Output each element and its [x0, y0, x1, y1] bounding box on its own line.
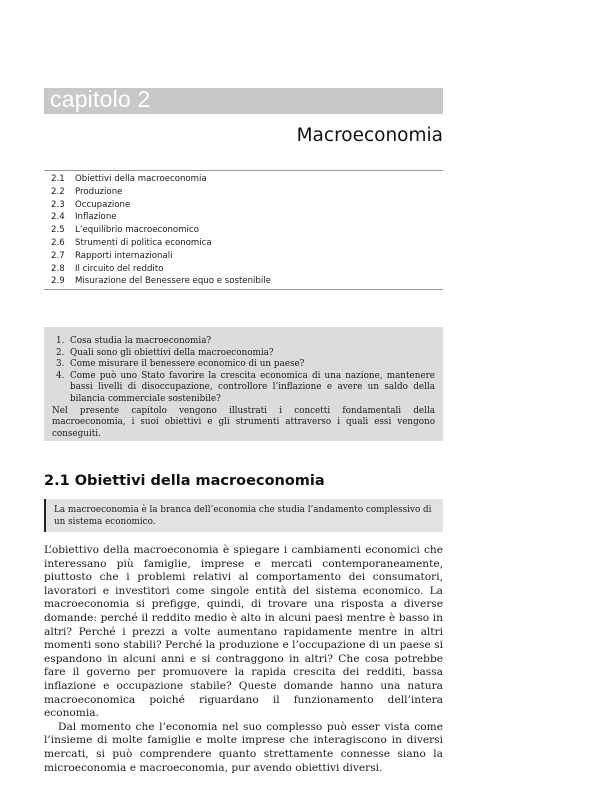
toc-item [51, 224, 441, 237]
toc-item [51, 186, 441, 199]
question-item [52, 359, 435, 371]
toc-item-number: 2.9 [51, 276, 65, 287]
toc-bottom-rule [44, 289, 443, 290]
toc-item [51, 250, 441, 263]
definition-box [44, 499, 443, 532]
toc-item-title: Inflazione [75, 212, 117, 223]
questions-list [52, 336, 435, 406]
toc-item-title: Rapporti internazionali [75, 250, 173, 261]
chapter-intro-text: Nel presente capitolo vengono illustrati i concetti fondamentali della macroeconomia, i suoi obiettivi e gli strumenti attraverso i quali essi vengono conseguiti. [52, 405, 435, 439]
toc-item-number: 2.1 [51, 174, 65, 184]
toc-item-title: Il circuito del reddito [75, 263, 164, 274]
chapter-questions-box [44, 327, 443, 441]
chapter-title: Macroeconomia [296, 125, 443, 146]
toc-item-title: Strumenti di politica economica [75, 237, 212, 248]
toc-item-title: Produzione [75, 186, 123, 197]
question-item [52, 371, 435, 406]
toc-item-number: 2.8 [51, 263, 65, 274]
toc-item-title: Obiettivi della macroeconomia [75, 174, 207, 184]
toc-item-title: Occupazione [75, 199, 131, 210]
section-heading: 2.1 Obiettivi della macroeconomia [44, 473, 325, 489]
definition-text: La macroeconomia è la branca dell’economia che studia l’andamento complessivo di un sistema economico. [54, 505, 432, 527]
chapter-contents [51, 173, 441, 288]
toc-item-number: 2.5 [51, 225, 65, 236]
question-number: 1. [56, 336, 65, 346]
question-number: 3. [56, 359, 65, 370]
toc-item-number: 2.3 [51, 199, 65, 210]
question-item [52, 348, 435, 360]
question-item [52, 336, 435, 348]
toc-item-number: 2.6 [51, 237, 65, 248]
toc-item-title: L’equilibrio macroeconomico [75, 225, 199, 236]
toc-item-number: 2.7 [51, 250, 65, 261]
toc-item [51, 173, 441, 186]
toc-item [51, 211, 441, 224]
question-number: 4. [56, 370, 65, 381]
toc-item [51, 263, 441, 276]
chapter-label: capitolo 2 [50, 86, 151, 112]
question-text: Come misurare il benessere economico di un paese? [70, 359, 305, 370]
body-paragraph: L’obiettivo della macroeconomia è spiegare i cambiamenti economici che interessano più famiglie, imprese e mercati contemporaneamente, piuttosto che i problemi relativi al comportamento dei consumatori, lavoratori e investitori come singole entità del sistema economico. La macroeconomia si prefigge, quindi, di trovare una risposta a diverse domande: perché il reddito medio è alto in alcuni paesi mentre è basso in altri? Perché i prezzi a volte aumentano rapidamente mentre in altri momenti sono stabili? Perché la produzione e l’occupazione di un paese si espandono in alcuni anni e si contraggono in altri? Che cosa potrebbe fare il governo per promuovere la rapida crescita dei redditi, bassa inflazione e occupazione stabile? Queste domande hanno una natura macroeconomica poiché riguardano il funzionamento dell’intera economia. [44, 544, 443, 720]
toc-item-number: 2.2 [51, 186, 65, 197]
toc-item [51, 199, 441, 212]
toc-item [51, 275, 441, 288]
section-body [44, 544, 443, 775]
toc-item-number: 2.4 [51, 212, 65, 223]
body-paragraph: Dal momento che l’economia nel suo complesso può esser vista come l’insieme di molte famiglie e molte imprese che interagiscono in diversi mercati, si può comprendere quanto strettamente connesse siano la microeconomia e macroeconomia, pur avendo obiettivi diversi. [44, 720, 443, 774]
toc-top-rule [44, 170, 443, 171]
question-text: Cosa studia la macroeconomia? [70, 336, 212, 346]
question-text: Come può uno Stato favorire la crescita economica di una nazione, mantenere bassi livelli di disoccupazione, controllore l’inflazione e avere un saldo della bilancia commerciale sostenibile? [70, 370, 435, 404]
toc-item-title: Misurazione del Benessere equo e sostenibile [75, 276, 271, 287]
question-text: Quali sono gli obiettivi della macroeconomia? [70, 347, 274, 358]
toc-item [51, 237, 441, 250]
question-number: 2. [56, 347, 65, 358]
chapter-banner [44, 88, 443, 114]
